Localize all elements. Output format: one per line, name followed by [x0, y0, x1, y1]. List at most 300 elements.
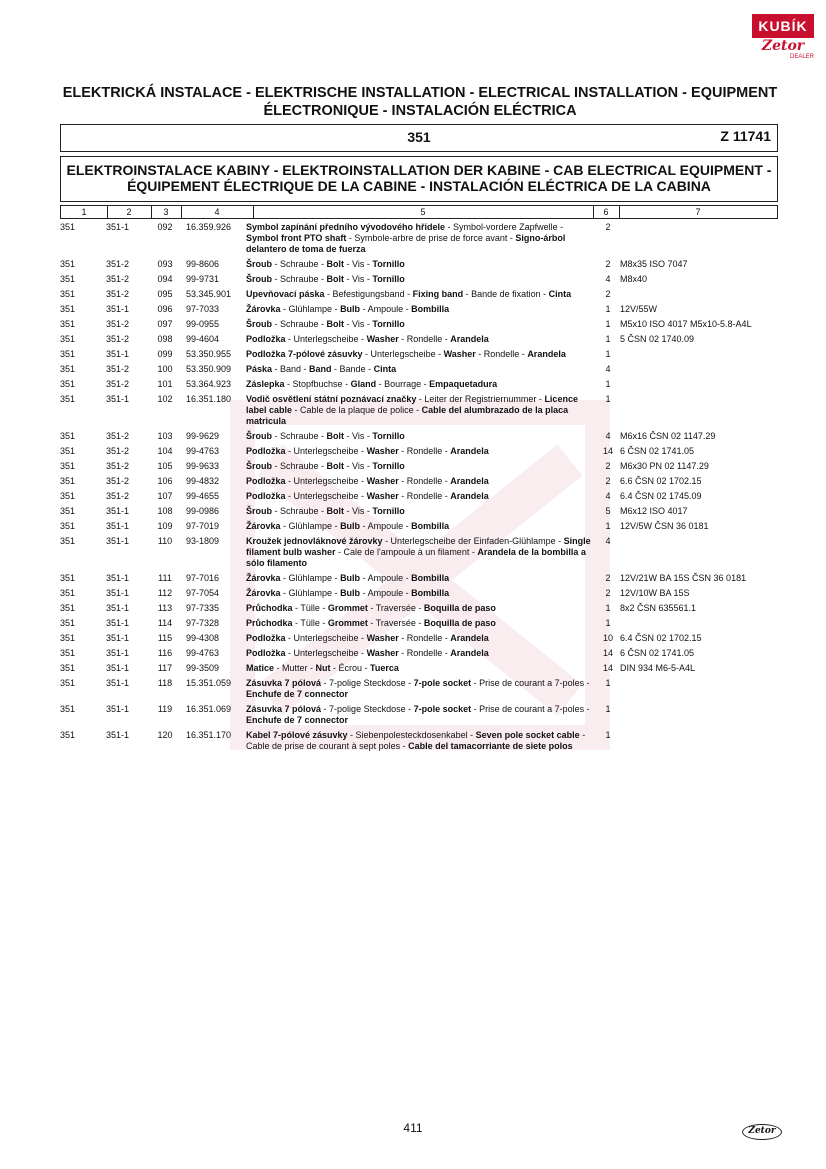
description-segment: Průchodka	[246, 618, 293, 628]
page-title	[60, 84, 780, 120]
cell-c6: 4	[605, 536, 611, 546]
cell-description	[246, 704, 596, 730]
cell-c6: 1	[605, 678, 611, 688]
cell-c3: 111	[158, 573, 172, 583]
description-segment: Boquilla de paso	[423, 618, 496, 628]
cell-c2: 351-2	[106, 259, 130, 269]
cell-c6: 1	[605, 521, 611, 531]
description-segment: Gland	[350, 379, 377, 389]
description-segment: Cinta	[548, 289, 572, 299]
cell-c3: 114	[157, 618, 173, 628]
table-row	[60, 379, 776, 394]
cell-c4: 97-7335	[186, 603, 220, 613]
table-row	[60, 349, 776, 364]
description-segment: Bolt	[326, 461, 345, 471]
description-segment: Grommet	[327, 618, 368, 628]
description-segment: Arandela	[450, 446, 489, 456]
description-segment: Arandela	[527, 349, 566, 359]
cell-c4: 99-4655	[186, 491, 220, 501]
description-segment: Single filament bulb washer	[246, 536, 591, 557]
table-row	[60, 274, 776, 289]
description-segment: Enchufe de 7 connector	[246, 715, 349, 725]
cell-c7: 12V/55W	[620, 304, 658, 314]
table-row	[60, 446, 776, 461]
description-segment: Šroub	[246, 319, 272, 329]
cell-c7	[620, 289, 776, 304]
cell-c1: 351	[60, 334, 76, 344]
description-segment: - Schraube -	[272, 274, 327, 284]
cell-c7: M8x40	[620, 274, 648, 284]
cell-c3: 097	[157, 319, 173, 329]
description-segment: Nut	[315, 663, 331, 673]
table-row	[60, 394, 776, 431]
description-segment: Bolt	[326, 506, 345, 516]
table-row	[60, 663, 776, 678]
description-segment: - Unterlegscheibe -	[285, 648, 367, 658]
cell-c7: 6.6 ČSN 02 1702.15	[620, 476, 702, 486]
description-segment: - Cale de l'ampoule à un filament -	[335, 547, 478, 557]
cell-c7	[620, 222, 776, 259]
cell-c7	[620, 618, 776, 633]
cell-c4: 99-3509	[186, 663, 220, 673]
description-segment: Bulb	[340, 573, 361, 583]
cell-description	[246, 573, 596, 588]
description-segment: - Mutter -	[274, 663, 316, 673]
description-segment: - Glühlampe -	[280, 573, 341, 583]
cell-c4: 99-9629	[186, 431, 220, 441]
description-segment: Bolt	[326, 319, 345, 329]
description-segment: Signo-árbol delantero de toma de fuerza	[246, 233, 566, 254]
cell-c2: 351-1	[106, 506, 130, 516]
cell-c3: 102	[157, 394, 173, 404]
description-segment: - Unterlegscheibe -	[285, 476, 367, 486]
table-row	[60, 588, 776, 603]
cell-c4: 93-1809	[186, 536, 220, 546]
description-segment: Podložka	[246, 491, 286, 501]
description-segment: - Unterlegscheibe -	[285, 633, 367, 643]
description-segment: - Glühlampe -	[280, 588, 341, 598]
cell-c6: 4	[605, 431, 611, 441]
cell-c2: 351-1	[106, 588, 130, 598]
zetor-footer-logo: Zetor	[742, 1124, 782, 1140]
cell-c1: 351	[60, 618, 76, 628]
cell-c3: 115	[157, 633, 173, 643]
description-segment: - Vis -	[344, 319, 373, 329]
logo-brand: KUBÍK	[752, 14, 814, 38]
cell-description	[246, 678, 596, 704]
cell-c2: 351-1	[106, 633, 130, 643]
cell-c6: 1	[605, 618, 611, 628]
description-segment: - Rondelle -	[398, 491, 451, 501]
description-segment: Washer	[366, 648, 399, 658]
cell-c7	[620, 704, 776, 730]
description-segment: - Rondelle -	[398, 633, 451, 643]
cell-c4: 16.359.926	[186, 222, 232, 232]
description-segment: - Befestigungsband -	[324, 289, 413, 299]
cell-c2: 351-1	[106, 618, 130, 628]
description-segment: Washer	[366, 446, 399, 456]
description-segment: Tornillo	[372, 431, 405, 441]
cell-description	[246, 618, 596, 633]
description-segment: Podložka	[246, 476, 286, 486]
cell-c7	[620, 364, 776, 379]
cell-c3: 098	[157, 334, 173, 344]
description-segment: Podložka	[246, 334, 286, 344]
description-segment: Bombilla	[411, 573, 450, 583]
cell-c3: 095	[157, 289, 173, 299]
description-segment: - Schraube -	[272, 259, 327, 269]
description-segment: - Vis -	[344, 259, 373, 269]
cell-c6: 2	[605, 461, 611, 471]
cell-c7: 8x2 ČSN 635561.1	[620, 603, 697, 613]
description-segment: - Symbol-vordere Zapfwelle -	[445, 222, 564, 232]
description-segment: - Schraube -	[272, 319, 327, 329]
table-row	[60, 536, 776, 573]
table-row	[60, 648, 776, 663]
cell-c4: 97-7016	[186, 573, 220, 583]
cell-c1: 351	[60, 461, 76, 471]
cell-c1: 351	[60, 730, 76, 740]
description-segment: Podložka	[246, 633, 286, 643]
cell-c2: 351-1	[106, 349, 130, 359]
subtitle-line2: ÉQUIPEMENT ÉLECTRIQUE DE LA CABINE - INSTALACIÓN ELÉCTRICA DE LA CABINA	[127, 178, 711, 194]
cell-c3: 113	[157, 603, 173, 613]
cell-c1: 351	[60, 319, 76, 329]
description-segment: Seven pole socket cable	[475, 730, 580, 740]
cell-c2: 351-1	[106, 521, 130, 531]
description-segment: - 7-polige Steckdose -	[321, 704, 414, 714]
cell-c6: 1	[605, 349, 611, 359]
cell-c6: 1	[605, 304, 611, 314]
cell-c7: M6x30 PN 02 1147.29	[620, 461, 709, 471]
description-segment: - Siebenpolesteckdosenkabel -	[347, 730, 476, 740]
description-segment: - 7-polige Steckdose -	[321, 678, 414, 688]
page-number: 411	[403, 1121, 423, 1135]
cell-c6: 1	[605, 394, 611, 404]
cell-description	[246, 274, 596, 289]
cell-c4: 99-8606	[186, 259, 220, 269]
cell-c4: 97-7019	[186, 521, 220, 531]
description-segment: - Schraube -	[272, 506, 327, 516]
description-segment: Arandela	[450, 476, 489, 486]
description-segment: Bombilla	[411, 304, 450, 314]
cell-c7: 5 ČSN 02 1740.09	[620, 334, 695, 344]
cell-c1: 351	[60, 259, 76, 269]
description-segment: - Ampoule -	[360, 573, 412, 583]
description-segment: - Unterlegscheibe -	[285, 446, 367, 456]
description-segment: Washer	[366, 334, 399, 344]
cell-c2: 351-1	[106, 573, 130, 583]
description-segment: Arandela de la bombilla a sólo filamento	[246, 547, 586, 568]
cell-c4: 99-4308	[186, 633, 220, 643]
cell-description	[246, 259, 596, 274]
cell-c3: 099	[157, 349, 173, 359]
cell-description	[246, 446, 596, 461]
cell-c7: 6.4 ČSN 02 1702.15	[620, 633, 702, 643]
description-segment: Bulb	[340, 521, 361, 531]
cell-c4: 99-0955	[186, 319, 220, 329]
cell-description	[246, 588, 596, 603]
description-segment: Empaquetadura	[429, 379, 498, 389]
cell-c6: 1	[605, 334, 611, 344]
description-segment: Arandela	[450, 334, 489, 344]
description-segment: - Bande -	[331, 364, 374, 374]
cell-c2: 351-1	[106, 222, 130, 232]
section-number: 351	[407, 129, 431, 145]
description-segment: Band	[309, 364, 332, 374]
description-segment: - Vis -	[344, 461, 373, 471]
cell-c3: 118	[157, 678, 173, 688]
cell-c2: 351-2	[106, 274, 130, 284]
cell-c7	[620, 394, 776, 431]
cell-c7	[620, 349, 776, 364]
cell-c2: 351-2	[106, 431, 130, 441]
description-segment: Žárovka	[246, 521, 281, 531]
description-segment: Matice	[246, 663, 275, 673]
description-segment: - Unterlegscheibe -	[285, 334, 367, 344]
cell-description	[246, 394, 596, 431]
cell-c6: 2	[605, 588, 611, 598]
description-segment: - Vis -	[344, 431, 373, 441]
page-title-line1: ELEKTRICKÁ INSTALACE - ELEKTRISCHE INSTALLATION - ELECTRICAL INSTALLATION - EQUIPMENT	[62, 85, 778, 101]
description-segment: Zásuvka 7 pólová	[246, 678, 322, 688]
table-row	[60, 334, 776, 349]
cell-c4: 15.351.059	[186, 678, 232, 688]
cell-c7: DIN 934 M6-5-A4L	[620, 663, 696, 673]
description-segment: Tuerca	[370, 663, 399, 673]
cell-c4: 53.350.955	[186, 349, 232, 359]
cell-c7	[620, 678, 776, 704]
cell-c3: 117	[157, 663, 173, 673]
cell-c4: 99-4763	[186, 648, 220, 658]
cell-c3: 112	[157, 588, 173, 598]
cell-c3: 106	[157, 476, 173, 486]
description-segment: Žárovka	[246, 573, 281, 583]
description-segment: - Cable de la plaque de police -	[292, 405, 422, 415]
cell-c7: 6.4 ČSN 02 1745.09	[620, 491, 702, 501]
cell-c4: 97-7033	[186, 304, 220, 314]
description-segment: 7-pole socket	[413, 704, 472, 714]
cell-c2: 351-2	[106, 319, 130, 329]
cell-c2: 351-2	[106, 289, 130, 299]
description-segment: - Écrou -	[330, 663, 371, 673]
table-row	[60, 289, 776, 304]
cell-c6: 1	[605, 603, 611, 613]
parts-table	[60, 222, 776, 756]
description-segment: Vodič osvětlení státní poznávací značky	[246, 394, 417, 404]
description-segment: Tornillo	[372, 461, 405, 471]
column-header: 1	[61, 206, 108, 218]
table-row	[60, 222, 776, 259]
description-segment: - Glühlampe -	[280, 304, 341, 314]
description-segment: - Rondelle -	[398, 334, 451, 344]
column-header: 2	[107, 206, 152, 218]
cell-description	[246, 289, 596, 304]
table-row	[60, 633, 776, 648]
cell-c3: 103	[157, 431, 173, 441]
cell-c1: 351	[60, 289, 76, 299]
cell-c1: 351	[60, 274, 76, 284]
description-segment: Podložka	[246, 446, 286, 456]
cell-c2: 351-2	[106, 491, 130, 501]
cell-c7: 12V/5W ČSN 36 0181	[620, 521, 709, 531]
cell-c6: 4	[605, 491, 611, 501]
description-segment: Průchodka	[246, 603, 293, 613]
cell-c6: 5	[605, 506, 611, 516]
cell-c6: 2	[605, 573, 611, 583]
description-segment: Washer	[443, 349, 476, 359]
column-header: 5	[253, 206, 594, 218]
cell-c6: 4	[605, 364, 611, 374]
cell-c1: 351	[60, 536, 76, 546]
description-segment: Bolt	[326, 274, 345, 284]
cell-description	[246, 730, 596, 756]
cell-c7: 12V/21W BA 15S ČSN 36 0181	[620, 573, 747, 583]
description-segment: - Ampoule -	[360, 521, 412, 531]
cell-c4: 99-9731	[186, 274, 220, 284]
description-segment: Šroub	[246, 259, 272, 269]
cell-c1: 351	[60, 304, 76, 314]
cell-c3: 101	[157, 379, 173, 389]
cell-c7: 12V/10W BA 15S	[620, 588, 690, 598]
cell-c4: 99-0986	[186, 506, 220, 516]
cell-c6: 1	[605, 319, 611, 329]
cell-c3: 094	[157, 274, 173, 284]
cell-c7: 6 ČSN 02 1741.05	[620, 648, 695, 658]
cell-c2: 351-1	[106, 678, 130, 688]
cell-description	[246, 379, 596, 394]
table-row	[60, 704, 776, 730]
cell-c1: 351	[60, 446, 76, 456]
description-segment: Symbol front PTO shaft	[246, 233, 347, 243]
description-segment: Žárovka	[246, 304, 281, 314]
cell-c1: 351	[60, 603, 76, 613]
cell-c1: 351	[60, 663, 76, 673]
cell-c3: 093	[157, 259, 173, 269]
cell-c6: 2	[605, 259, 611, 269]
cell-c2: 351-1	[106, 603, 130, 613]
description-segment: - Unterlegscheibe -	[362, 349, 444, 359]
description-segment: - Band -	[272, 364, 310, 374]
description-segment: Tornillo	[372, 274, 405, 284]
cell-c3: 105	[157, 461, 173, 471]
cell-c6: 2	[605, 222, 611, 232]
description-segment: Licence label cable	[246, 394, 578, 415]
description-segment: Grommet	[327, 603, 368, 613]
cell-description	[246, 364, 596, 379]
description-segment: - Ampoule -	[360, 304, 412, 314]
column-header: 3	[151, 206, 182, 218]
description-segment: Bulb	[340, 304, 361, 314]
cell-c6: 4	[605, 274, 611, 284]
cell-description	[246, 222, 596, 259]
cell-c1: 351	[60, 521, 76, 531]
description-segment: - Rondelle -	[398, 476, 451, 486]
description-segment: Kroužek jednovláknové žárovky	[246, 536, 383, 546]
cell-c7	[620, 730, 776, 756]
cell-c4: 99-4604	[186, 334, 220, 344]
section-code: Z 11741	[720, 128, 771, 144]
logo-dealer: DEALER	[789, 54, 814, 60]
cell-c1: 351	[60, 379, 76, 389]
column-header-row	[60, 205, 778, 219]
cell-c7: M8x35 ISO 7047	[620, 259, 688, 269]
table-row	[60, 304, 776, 319]
cell-c1: 351	[60, 588, 76, 598]
cell-c4: 53.350.909	[186, 364, 232, 374]
kubik-zetor-logo	[752, 14, 814, 64]
table-row	[60, 573, 776, 588]
description-segment: Cable del alumbrazado de la placa matricula	[246, 405, 569, 426]
description-segment: - Vis -	[344, 274, 373, 284]
cell-c3: 110	[157, 536, 173, 546]
cell-c6: 10	[602, 633, 613, 643]
description-segment: Bulb	[340, 588, 361, 598]
description-segment: Šroub	[246, 461, 272, 471]
cell-c2: 351-1	[106, 304, 130, 314]
cell-c3: 100	[157, 364, 173, 374]
description-segment: Washer	[366, 476, 399, 486]
cell-c3: 109	[157, 521, 173, 531]
description-segment: Podložka 7-pólové zásuvky	[246, 349, 363, 359]
table-row	[60, 431, 776, 446]
table-row	[60, 491, 776, 506]
cell-c1: 351	[60, 648, 76, 658]
description-segment: Žárovka	[246, 588, 281, 598]
description-segment: - Bande de fixation -	[463, 289, 549, 299]
cell-c6: 14	[602, 648, 613, 658]
description-segment: Cinta	[373, 364, 397, 374]
description-segment: - Schraube -	[272, 461, 327, 471]
cell-c3: 107	[157, 491, 173, 501]
description-segment: 7-pole socket	[413, 678, 472, 688]
cell-c7: M6x16 ČSN 02 1147.29	[620, 431, 716, 441]
cell-description	[246, 603, 596, 618]
cell-description	[246, 648, 596, 663]
cell-c2: 351-1	[106, 730, 130, 740]
cell-description	[246, 536, 596, 573]
cell-c1: 351	[60, 506, 76, 516]
cell-c2: 351-2	[106, 379, 130, 389]
cell-c7	[620, 536, 776, 573]
cell-description	[246, 319, 596, 334]
description-segment: - Ampoule -	[360, 588, 412, 598]
cell-c6: 1	[605, 379, 611, 389]
cell-c3: 120	[157, 730, 173, 740]
table-row	[60, 730, 776, 756]
description-segment: Tornillo	[372, 506, 405, 516]
description-segment: - Cable de prise de courant à sept poles -	[246, 730, 586, 751]
cell-c3: 104	[157, 446, 173, 456]
page-title-line2: ÉLECTRONIQUE - INSTALACIÓN ELÉCTRICA	[263, 103, 577, 119]
cell-c4: 99-4832	[186, 476, 220, 486]
table-row	[60, 319, 776, 334]
cell-c7: 6 ČSN 02 1741.05	[620, 446, 695, 456]
cell-c6: 1	[605, 730, 611, 740]
table-row	[60, 678, 776, 704]
description-segment: - Tülle -	[292, 618, 328, 628]
description-segment: - Bourrage -	[376, 379, 430, 389]
cell-c1: 351	[60, 678, 76, 688]
cell-c4: 53.364.923	[186, 379, 232, 389]
cell-c7	[620, 379, 776, 394]
description-segment: - Stopfbuchse -	[284, 379, 351, 389]
description-segment: Podložka	[246, 648, 286, 658]
column-header: 6	[593, 206, 620, 218]
description-segment: Šroub	[246, 506, 272, 516]
cell-description	[246, 506, 596, 521]
table-row	[60, 506, 776, 521]
